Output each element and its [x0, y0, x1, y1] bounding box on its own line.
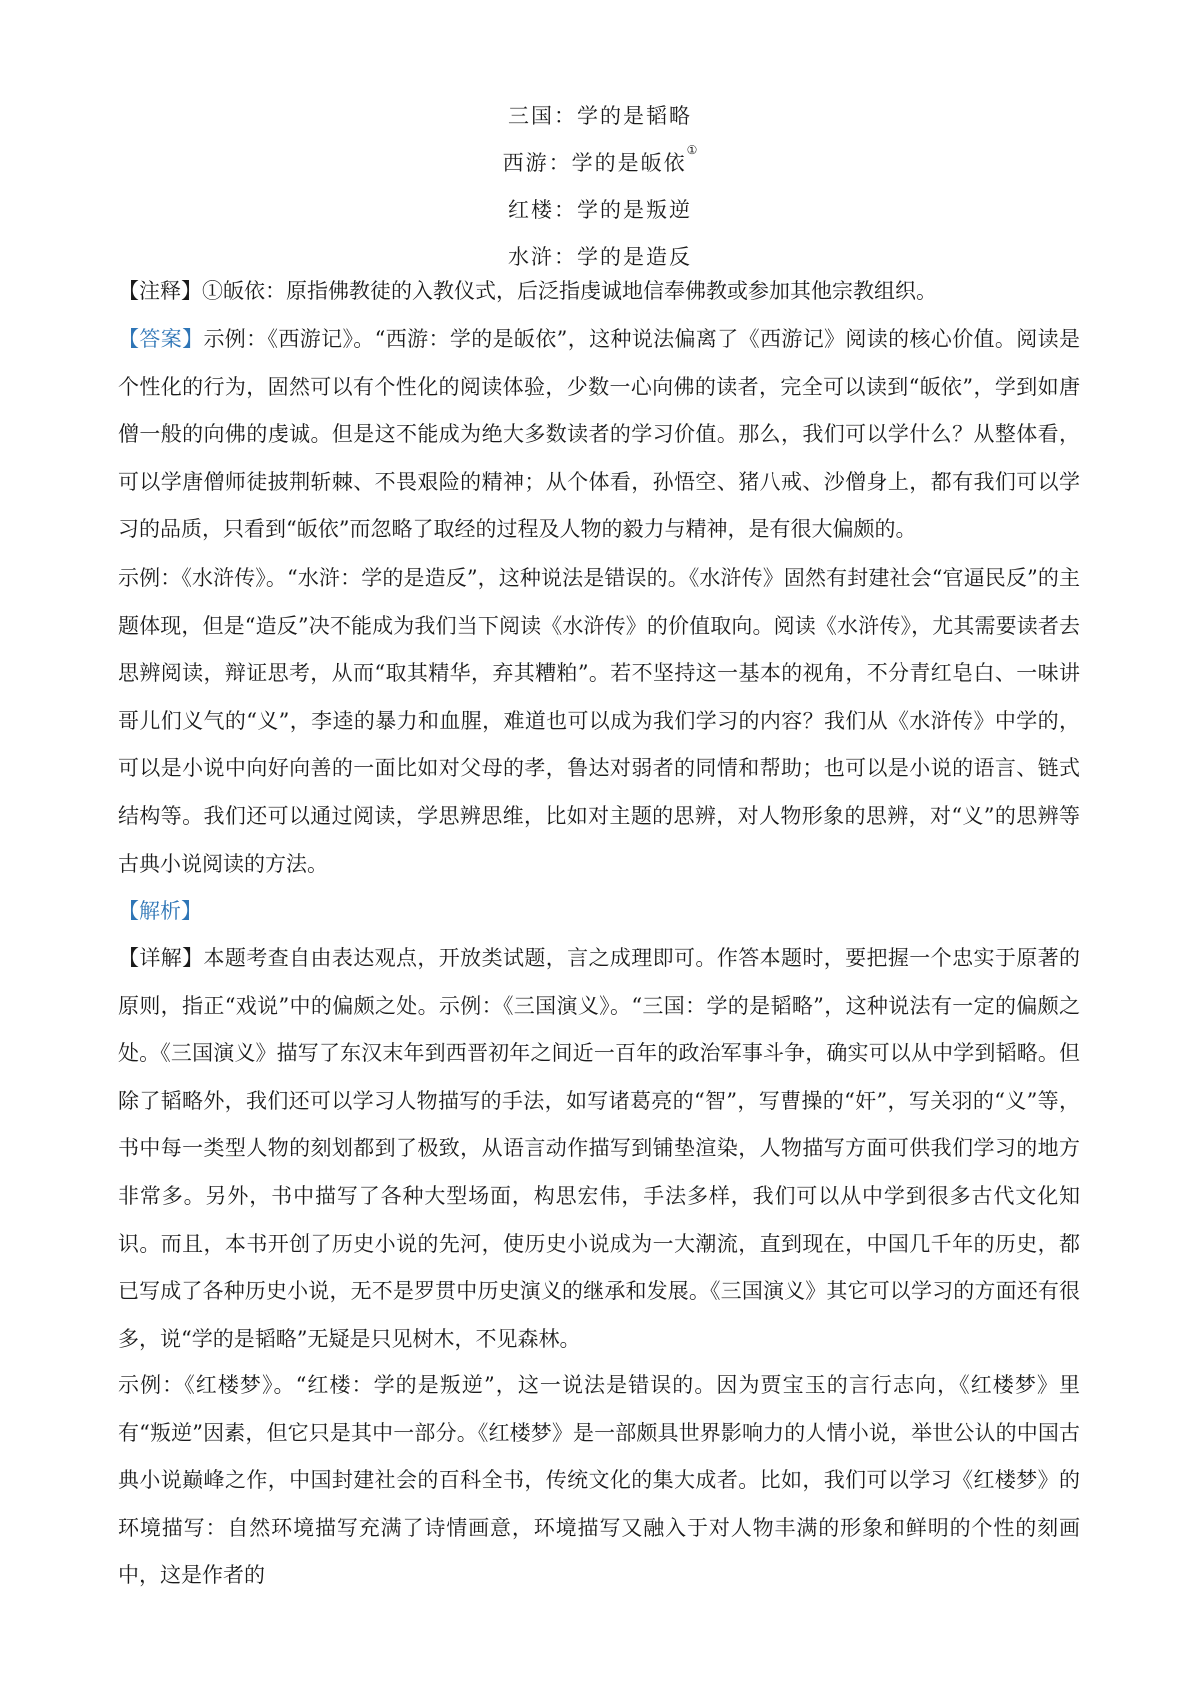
note-text: ①皈依：原指佛教徒的入教仪式，后泛指虔诚地信奉佛教或参加其他宗教组织。	[202, 279, 937, 303]
detail-paragraph-2	[118, 1362, 1080, 1600]
note-paragraph	[118, 268, 1080, 316]
poem-line-2	[0, 143, 1200, 177]
detail-label: 【详解】	[118, 946, 204, 970]
answer-text-1: 示例：《西游记》。“西游：学的是皈依”，这种说法偏离了《西游记》阅读的核心价值。阅读是个性化的行为，固然可以有个性化的阅读体验，少数一心向佛的读者，完全可以读到“皈依”，学到如唐僧一般的向佛的虔诚。但是这不能成为绝大多数读者的学习价值。那么，我们可以学什么？从整体看，可以学唐僧师徒披荆斩棘、不畏艰险的精神；从个体看，孙悟空、猪八戒、沙僧身上，都有我们可以学习的品质，只看到“皈依”而忽略了取经的过程及人物的毅力与精神，是有很大偏颇的。	[118, 327, 1080, 542]
footnote-mark: ①	[686, 143, 698, 157]
poem-line-1: 三国：学的是韬略	[508, 104, 692, 128]
detail-text-2: 示例：《红楼梦》。“红楼：学的是叛逆”，这一说法是错误的。因为贾宝玉的言行志向，《红楼梦》里有“叛逆”因素，但它只是其中一部分。《红楼梦》是一部颇具世界影响力的人情小说，举世公认的中国古典小说巅峰之作，中国封建社会的百科全书，传统文化的集大成者。比如，我们可以学习《红楼梦》的环境描写：自然环境描写充满了诗情画意，环境描写又融入于对人物丰满的形象和鲜明的个性的刻画中，这是作者的	[118, 1373, 1080, 1588]
answer-text-2: 示例：《水浒传》。“水浒：学的是造反”，这种说法是错误的。《水浒传》固然有封建社会“官逼民反”的主题体现，但是“造反”决不能成为我们当下阅读《水浒传》的价值取向。阅读《水浒传》，尤其需要读者去思辨阅读，辩证思考，从而“取其精华，弃其糟粕”。若不坚持这一基本的视角，不分青红皂白、一味讲哥儿们义气的“义”，李逵的暴力和血腥，难道也可以成为我们学习的内容？我们从《水浒传》中学的，可以是小说中向好向善的一面比如对父母的孝，鲁达对弱者的同情和帮助；也可以是小说的语言、链式结构等。我们还可以通过阅读，学思辨思维，比如对主题的思辨，对人物形象的思辨，对“义”的思辨等古典小说阅读的方法。	[118, 566, 1080, 876]
analysis-heading	[118, 888, 1080, 936]
answer-paragraph-2	[118, 555, 1080, 888]
analysis-label: 【解析】	[118, 899, 202, 923]
poem-line-3: 红楼：学的是叛逆	[508, 198, 692, 222]
answer-label: 【答案】	[118, 327, 204, 351]
answer-paragraph-1	[118, 316, 1080, 554]
detail-text-1: 本题考查自由表达观点，开放类试题，言之成理即可。作答本题时，要把握一个忠实于原著的原则，指正“戏说”中的偏颇之处。示例：《三国演义》。“三国：学的是韬略”，这种说法有一定的偏颇之处。《三国演义》描写了东汉末年到西晋初年之间近一百年的政治军事斗争，确实可以从中学到韬略。但除了韬略外，我们还可以学习人物描写的手法，如写诸葛亮的“智”，写曹操的“奸”，写关羽的“义”等，书中每一类型人物的刻划都到了极致，从语言动作描写到铺垫渲染，人物描写方面可供我们学习的地方非常多。另外，书中描写了各种大型场面，构思宏伟，手法多样，我们可以从中学到很多古代文化知识。而且，本书开创了历史小说的先河，使历史小说成为一大潮流，直到现在，中国几千年的历史，都已写成了各种历史小说，无不是罗贯中历史演义的继承和发展。《三国演义》其它可以学习的方面还有很多，说“学的是韬略”无疑是只见树木，不见森林。	[118, 946, 1080, 1351]
poem-line-4: 水浒：学的是造反	[508, 245, 692, 269]
poem-line-2-text: 西游：学的是皈依	[502, 151, 687, 175]
detail-paragraph-1	[118, 935, 1080, 1363]
note-label: 【注释】	[118, 279, 202, 303]
